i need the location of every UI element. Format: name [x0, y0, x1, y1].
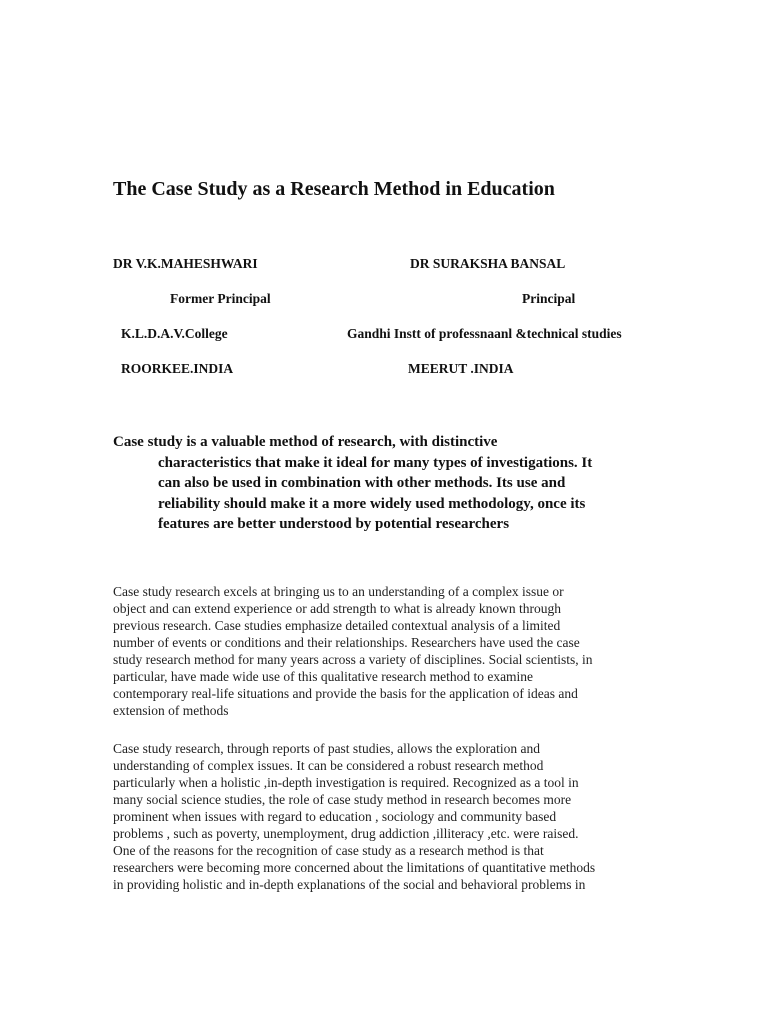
abstract-line: reliability should make it a more widely used methodology, once its — [158, 495, 586, 512]
body-paragraph-1 — [113, 583, 643, 719]
paragraph-line: contemporary real-life situations and provide the basis for the application of ideas and — [113, 686, 578, 701]
body-paragraph-2 — [113, 740, 643, 893]
author-left-location: ROORKEE.INDIA — [121, 361, 234, 376]
abstract-line: can also be used in combination with other methods. Its use and — [158, 475, 566, 491]
paragraph-line: One of the reasons for the recognition of case study as a research method is that — [113, 843, 544, 858]
paragraph-line: Case study research, through reports of past studies, allows the exploration and — [113, 741, 541, 756]
author-left-role: Former Principal — [170, 291, 271, 306]
paragraph-line: prominent when issues with regard to education , sociology and community based — [113, 809, 557, 824]
abstract-line: features are better understood by potential researchers — [158, 516, 510, 532]
paragraph-line: many social science studies, the role of case study method in research becomes more — [113, 792, 572, 807]
abstract-line: characteristics that make it ideal for many types of investigations. It — [158, 454, 593, 471]
paragraph-line: particularly when a holistic ,in-depth investigation is required. Recognized as a tool in — [113, 775, 579, 790]
paragraph-line: understanding of complex issues. It can be considered a robust research method — [113, 758, 544, 773]
paragraph-line: problems , such as poverty, unemployment, drug addiction ,illiteracy ,etc. were raised. — [113, 826, 579, 841]
paragraph-line: object and can extend experience or add strength to what is already known through — [113, 601, 561, 616]
paragraph-line: extension of methods — [113, 703, 229, 718]
paragraph-line: Case study research excels at bringing us to an understanding of a complex issue or — [113, 584, 564, 599]
author-left-institution: K.L.D.A.V.College — [121, 326, 228, 341]
author-right-institution: Gandhi Instt of professnaanl &technical studies — [347, 326, 622, 341]
document-title: The Case Study as a Research Method in Education — [113, 178, 555, 200]
author-right-location: MEERUT .INDIA — [408, 361, 514, 376]
author-right-name: DR SURAKSHA BANSAL — [410, 256, 566, 271]
paragraph-line: number of events or conditions and their relationships. Researchers have used the case — [113, 635, 580, 650]
author-right-role: Principal — [522, 291, 576, 306]
paragraph-line: researchers were becoming more concerned about the limitations of quantitative methods — [113, 860, 596, 875]
author-left-name: DR V.K.MAHESHWARI — [113, 256, 258, 271]
abstract-line: Case study is a valuable method of research, with distinctive — [113, 434, 498, 450]
paragraph-line: particular, have made wide use of this qualitative research method to examine — [113, 669, 534, 684]
paragraph-line: study research method for many years across a variety of disciplines. Social scientists, in — [113, 652, 593, 667]
paragraph-line: previous research. Case studies emphasize detailed contextual analysis of a limited — [113, 618, 561, 633]
abstract — [113, 432, 668, 535]
paragraph-line: in providing holistic and in-depth explanations of the social and behavioral problems in — [113, 877, 586, 892]
